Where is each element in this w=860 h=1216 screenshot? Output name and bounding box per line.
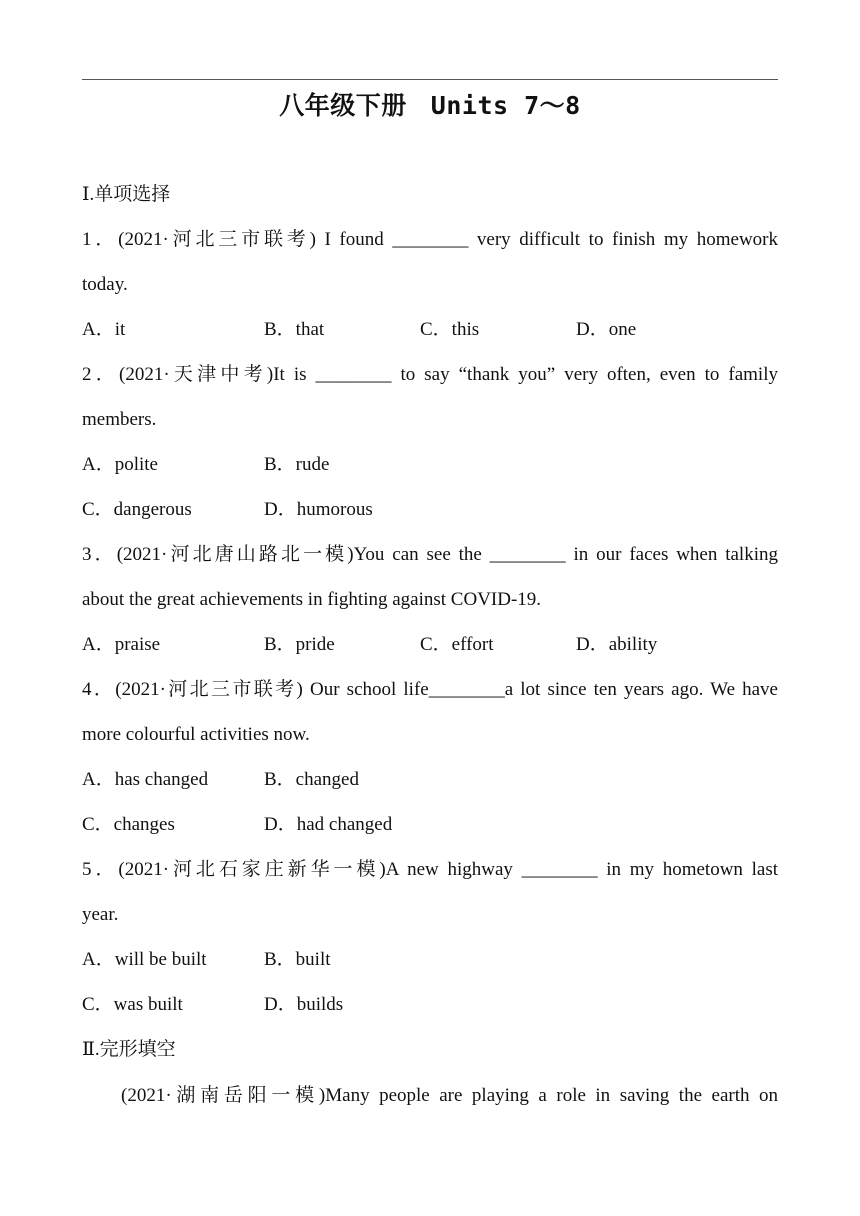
header-rule bbox=[82, 79, 778, 80]
title-chinese: 八年级下册 bbox=[279, 91, 407, 120]
question-2-stem-cont: members. bbox=[82, 409, 157, 430]
option-b: B．built bbox=[264, 949, 331, 970]
section-heading-cloze: Ⅱ.完形填空 bbox=[82, 1039, 176, 1060]
option-b: B．pride bbox=[264, 634, 335, 655]
option-c: C．changes bbox=[82, 814, 175, 835]
option-a: A．will be built bbox=[82, 949, 207, 970]
option-d: D．ability bbox=[576, 634, 658, 655]
question-5-stem-cont: year. bbox=[82, 904, 119, 925]
question-1-stem-cont: today. bbox=[82, 274, 128, 295]
option-b: B．that bbox=[264, 319, 325, 340]
option-c: C．this bbox=[420, 319, 480, 340]
page-title bbox=[82, 88, 778, 125]
option-a: A．it bbox=[82, 319, 126, 340]
question-3-stem: 3．(2021·河北唐山路北一模)You can see the ________ in our faces when talking bbox=[82, 544, 778, 565]
option-b: B．rude bbox=[264, 454, 330, 475]
question-3-stem-cont: about the great achievements in fighting against COVID-19. bbox=[82, 589, 542, 610]
question-5-stem: 5．(2021·河北石家庄新华一模)A new highway ________ in my hometown last bbox=[82, 859, 778, 880]
option-d: D．one bbox=[576, 319, 637, 340]
option-c: C．dangerous bbox=[82, 499, 192, 520]
option-a: A．polite bbox=[82, 454, 158, 475]
option-d: D．humorous bbox=[264, 499, 373, 520]
option-c: C．was built bbox=[82, 994, 183, 1015]
cloze-passage-line: (2021·湖南岳阳一模)Many people are playing a role in saving the earth on bbox=[121, 1085, 778, 1106]
question-1-stem: 1．(2021·河北三市联考) I found ________ very difficult to finish my homework bbox=[82, 229, 778, 250]
option-a: A．has changed bbox=[82, 769, 209, 790]
section-heading-single-choice: Ⅰ.单项选择 bbox=[82, 184, 171, 205]
question-4-stem: 4．(2021·河北三市联考) Our school life________a lot since ten years ago. We have bbox=[82, 679, 778, 700]
question-2-stem: 2．(2021·天津中考)It is ________ to say “thank you” very often, even to family bbox=[82, 364, 778, 385]
title-units: Units 7～8 bbox=[430, 91, 581, 120]
question-4-stem-cont: more colourful activities now. bbox=[82, 724, 310, 745]
option-c: C．effort bbox=[420, 634, 494, 655]
option-b: B．changed bbox=[264, 769, 359, 790]
option-d: D．had changed bbox=[264, 814, 393, 835]
option-d: D．builds bbox=[264, 994, 344, 1015]
option-a: A．praise bbox=[82, 634, 161, 655]
